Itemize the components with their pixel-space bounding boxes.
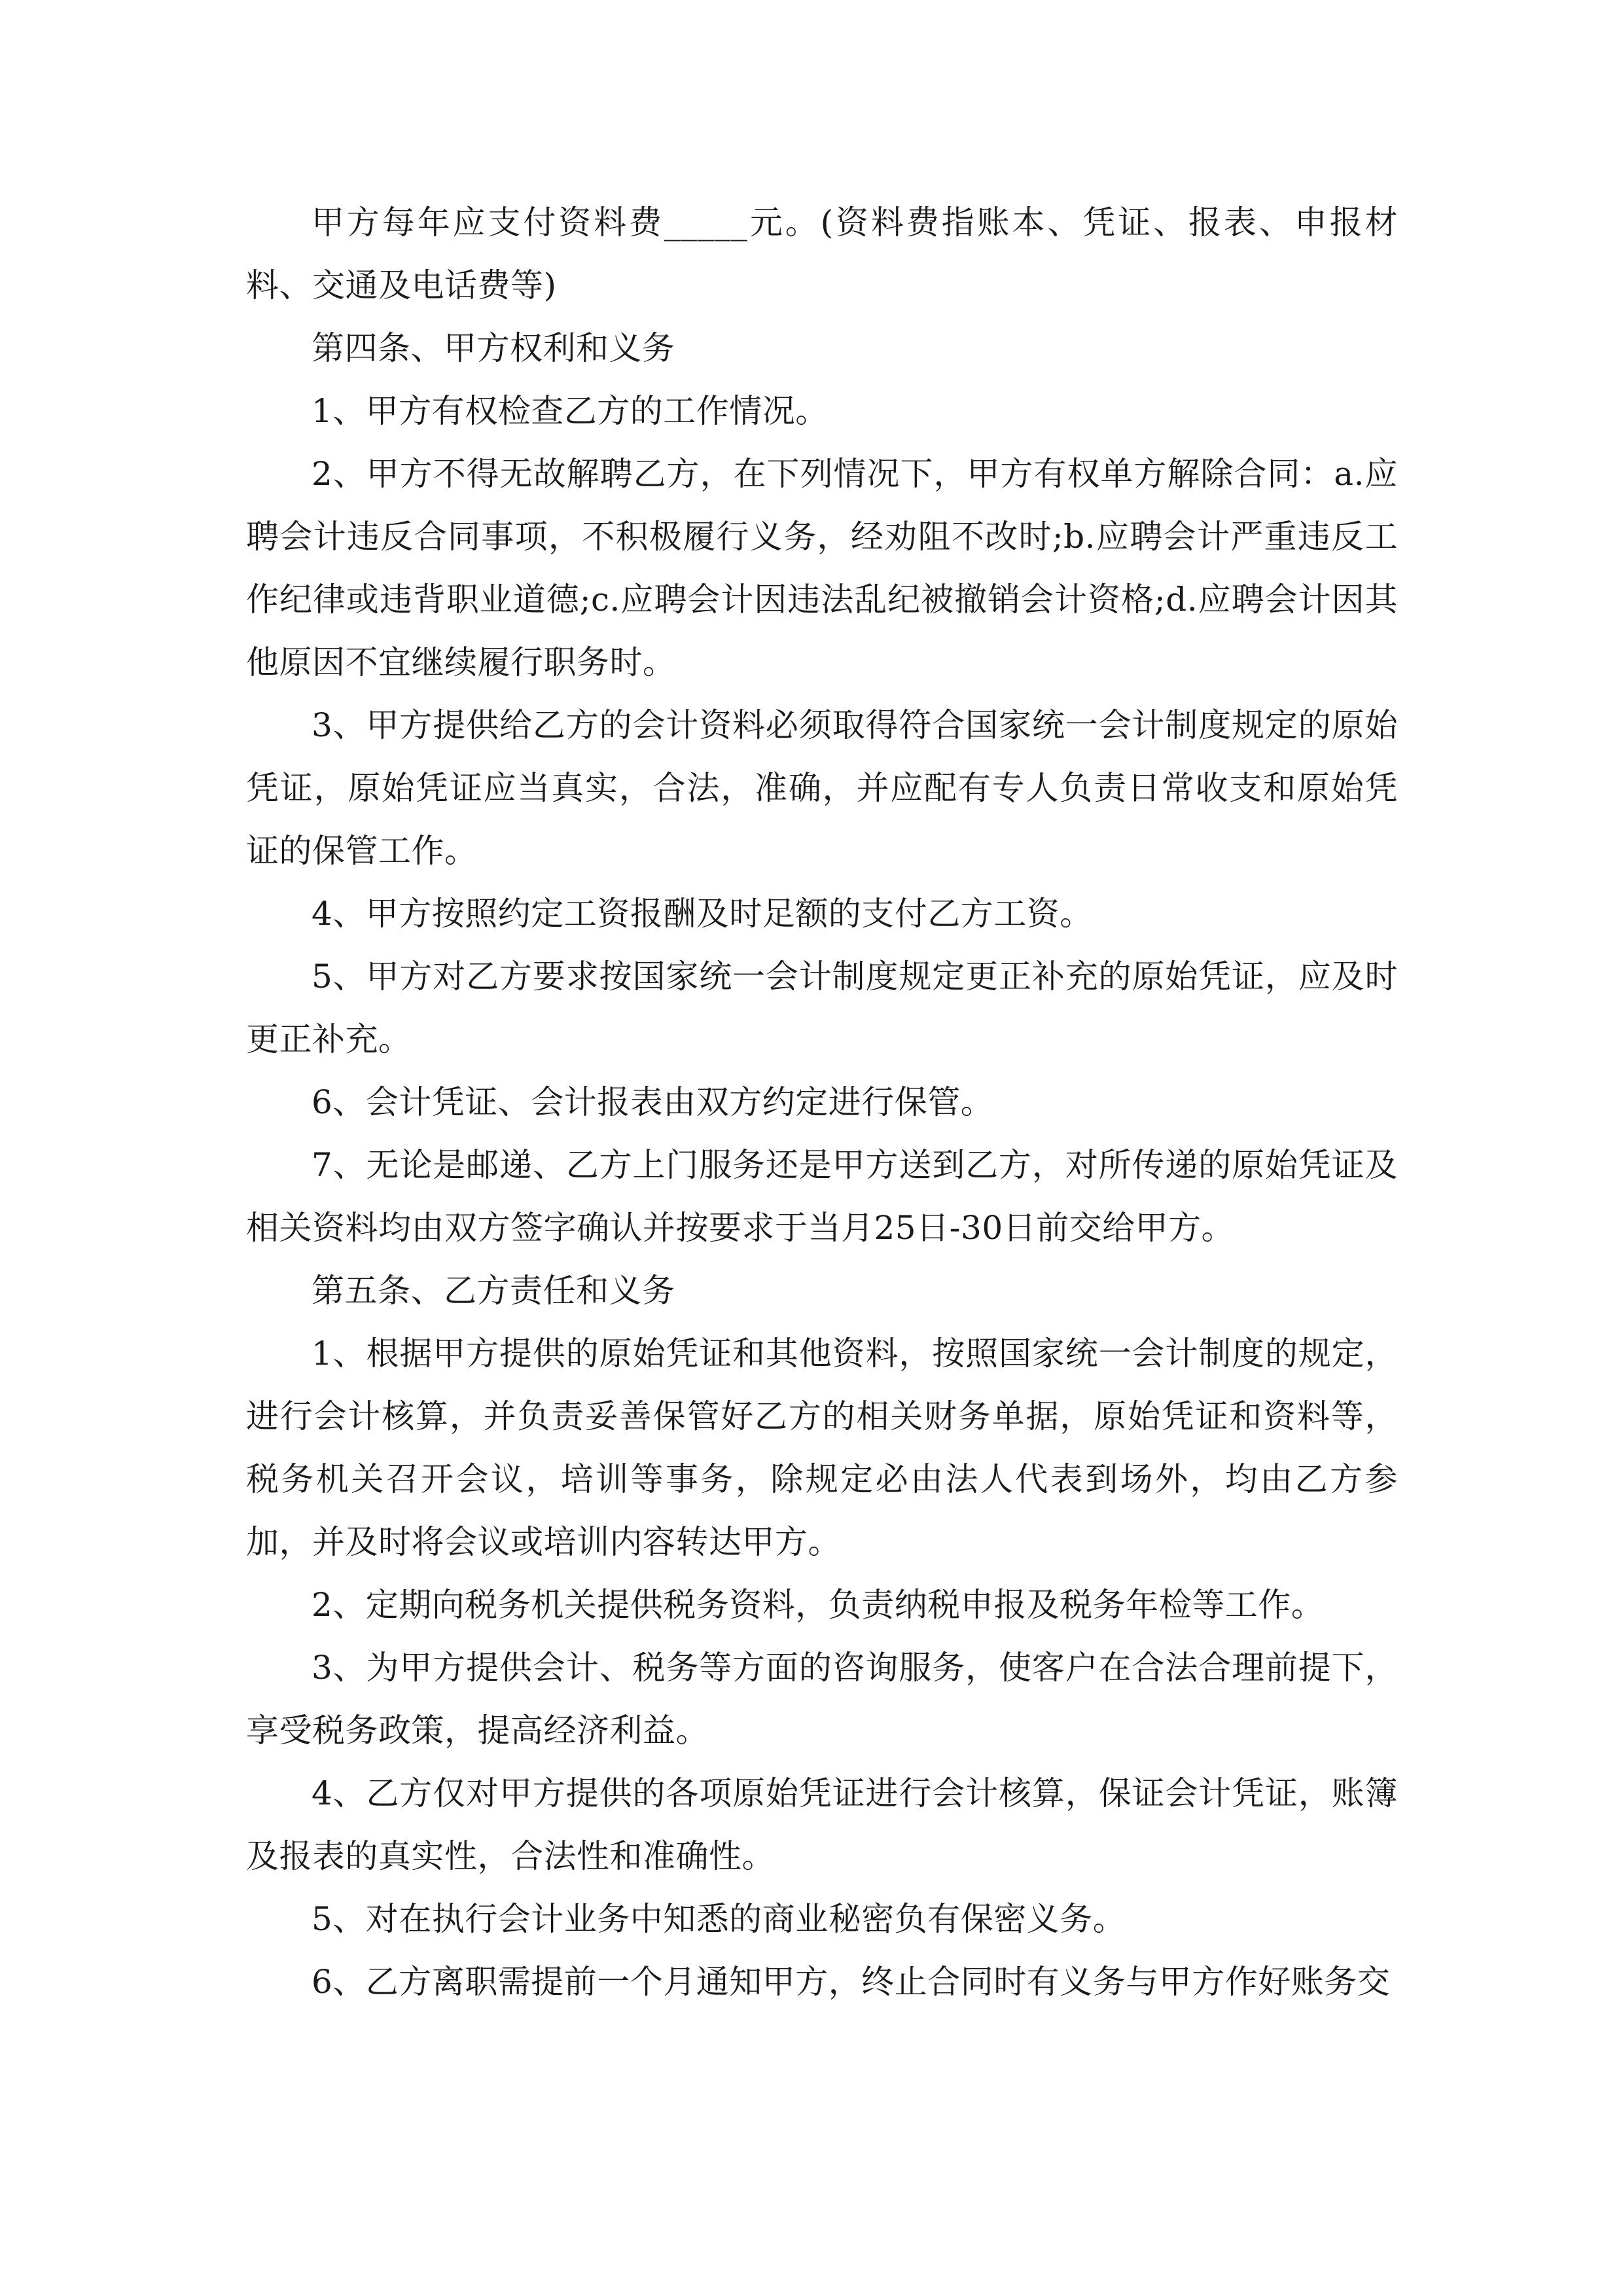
paragraph-article-5-item-1: 1、根据甲方提供的原始凭证和其他资料，按照国家统一会计制度的规定，进行会计核算，并负责妥善保管好乙方的相关财务单据，原始凭证和资料等，税务机关召开会议，培训等事务，除规定必由法人代表到场外，均由乙方参加，并及时将会议或培训内容转达甲方。 <box>246 1335 1398 1561</box>
paragraph-article-5-item-5: 5、对在执行会计业务中知悉的商业秘密负有保密义务。 <box>312 1900 1126 1938</box>
paragraph-article-4-item-7: 7、无论是邮递、乙方上门服务还是甲方送到乙方，对所传递的原始凭证及相关资料均由双方签字确认并按要求于当月25日-30日前交给甲方。 <box>246 1146 1398 1247</box>
paragraph-fee: 甲方每年应支付资料费_____元。(资料费指账本、凭证、报表、申报材料、交通及电话费等) <box>246 204 1398 304</box>
paragraph-article-4-item-5: 5、甲方对乙方要求按国家统一会计制度规定更正补充的原始凭证，应及时更正补充。 <box>246 958 1398 1058</box>
paragraph-article-5-item-4: 4、乙方仅对甲方提供的各项原始凭证进行会计核算，保证会计凭证，账簿及报表的真实性，合法性和准确性。 <box>246 1774 1398 1875</box>
paragraph-article-4-item-1: 1、甲方有权检查乙方的工作情况。 <box>312 392 829 430</box>
paragraph-article-4-item-4: 4、甲方按照约定工资报酬及时足额的支付乙方工资。 <box>312 895 1093 933</box>
paragraph-article-4-item-3: 3、甲方提供给乙方的会计资料必须取得符合国家统一会计制度规定的原始凭证，原始凭证应当真实，合法，准确，并应配有专人负责日常收支和原始凭证的保管工作。 <box>246 706 1398 870</box>
document-body <box>246 191 1398 2013</box>
paragraph-article-4-item-2: 2、甲方不得无故解聘乙方，在下列情况下，甲方有权单方解除合同：a.应聘会计违反合同事项，不积极履行义务，经劝阻不改时;b.应聘会计严重违反工作纪律或违背职业道德;c.应聘会计因违法乱纪被撤销会计资格;d.应聘会计因其他原因不宜继续履行职务时。 <box>246 455 1398 681</box>
heading-article-5: 第五条、乙方责任和义务 <box>312 1272 675 1310</box>
paragraph-article-4-item-6: 6、会计凭证、会计报表由双方约定进行保管。 <box>312 1083 994 1121</box>
paragraph-article-5-item-6: 6、乙方离职需提前一个月通知甲方，终止合同时有义务与甲方作好账务交 <box>312 1963 1391 2001</box>
heading-article-4: 第四条、甲方权利和义务 <box>312 329 675 367</box>
paragraph-article-5-item-3: 3、为甲方提供会计、税务等方面的咨询服务，使客户在合法合理前提下，享受税务政策，提高经济利益。 <box>246 1649 1398 1749</box>
paragraph-article-5-item-2: 2、定期向税务机关提供税务资料，负责纳税申报及税务年检等工作。 <box>312 1586 1325 1624</box>
